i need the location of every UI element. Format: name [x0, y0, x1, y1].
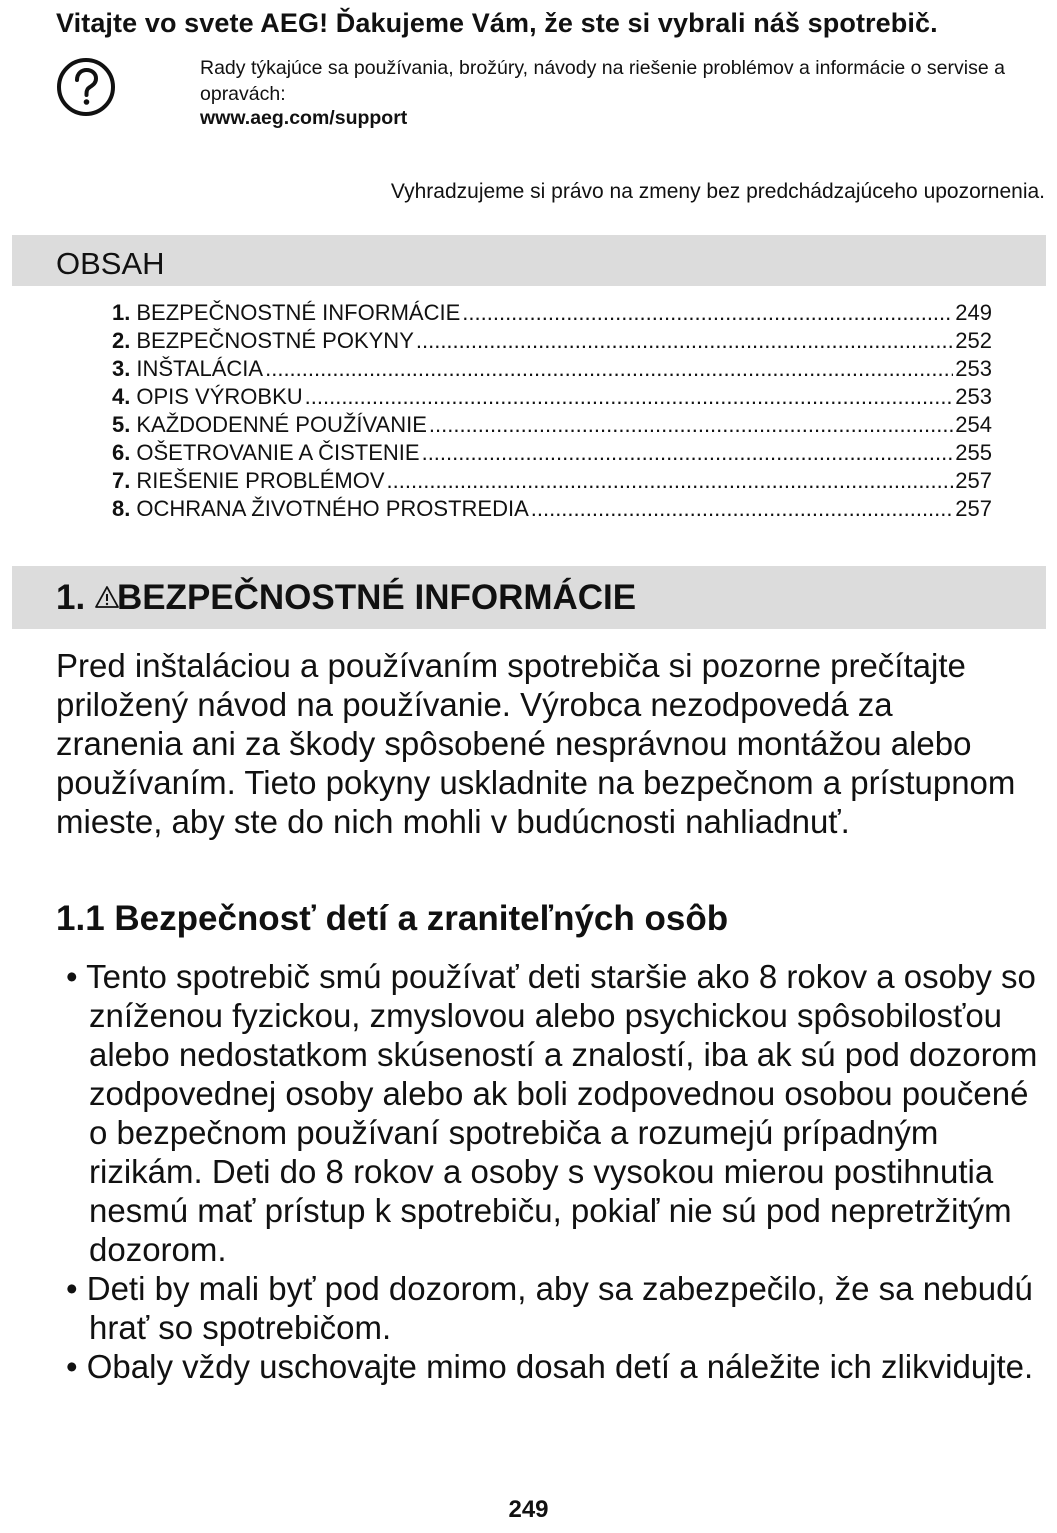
section-number: 1.: [56, 578, 86, 617]
toc-item[interactable]: [112, 412, 992, 440]
toc-item[interactable]: [112, 300, 992, 328]
toc-item-page: 252: [955, 328, 992, 353]
toc-item-page: 253: [955, 356, 992, 381]
toc-item[interactable]: [112, 384, 992, 412]
toc-leader: [462, 300, 953, 326]
toc-item[interactable]: [112, 440, 992, 468]
toc-item-title: BEZPEČNOSTNÉ INFORMÁCIE: [136, 300, 461, 325]
toc-item-number: 6.: [112, 440, 131, 465]
toc-heading-band: [12, 235, 1046, 286]
toc-leader: [531, 496, 954, 522]
toc-leader: [265, 356, 953, 382]
toc-item-title: OCHRANA ŽIVOTNÉHO PROSTREDIA: [136, 496, 529, 521]
toc-item-page: 249: [955, 300, 992, 325]
toc-leader: [429, 412, 953, 438]
toc-item[interactable]: [112, 328, 992, 356]
toc-item-number: 7.: [112, 468, 131, 493]
toc-item-title: RIEŠENIE PROBLÉMOV: [136, 468, 385, 493]
toc-item-number: 1.: [112, 300, 131, 325]
welcome-heading: Vitajte vo svete AEG! Ďakujeme Vám, že ste si vybrali náš spotrebič.: [56, 8, 938, 38]
toc-item-number: 3.: [112, 356, 131, 381]
intro-paragraph: Pred inštaláciou a používaním spotrebiča si pozorne prečítajte priložený návod na používanie. Výrobca nezodpovedá za zranenia ani za škody spôsobené nesprávnou montážou alebo používaním. Tieto pokyny uskladnite na bezpečnom a prístupnom mieste, aby ste do nich mohli v budúcnosti nahliadnuť.: [56, 647, 1016, 840]
reserve-note: Vyhradzujeme si právo na zmeny bez predchádzajúceho upozornenia.: [390, 180, 1045, 203]
support-link[interactable]: www.aeg.com/support: [200, 107, 408, 129]
toc-item-page: 257: [955, 496, 992, 521]
toc-item-title: INŠTALÁCIA: [136, 356, 264, 381]
table-of-contents: [112, 300, 992, 524]
support-description: Rady týkajúce sa používania, brožúry, návody na riešenie problémov a informácie o servise a opravách:: [200, 57, 1005, 105]
toc-item-page: 253: [955, 384, 992, 409]
toc-item[interactable]: [112, 468, 992, 496]
toc-item[interactable]: [112, 356, 992, 384]
section-title: BEZPEČNOSTNÉ INFORMÁCIE: [116, 578, 637, 617]
toc-item-title: KAŽDODENNÉ POUŽÍVANIE: [136, 412, 427, 437]
section-heading: [56, 578, 636, 618]
page-number: 249: [508, 1496, 549, 1523]
safety-bullet-list: [56, 957, 1051, 1386]
warning-triangle-icon: [95, 585, 119, 609]
subsection-heading: 1.1 Bezpečnosť detí a zraniteľných osôb: [56, 899, 729, 938]
toc-item-page: 257: [955, 468, 992, 493]
toc-item-title: BEZPEČNOSTNÉ POKYNY: [136, 328, 414, 353]
question-circle-icon: [56, 57, 116, 117]
toc-item-number: 2.: [112, 328, 131, 353]
toc-item-number: 5.: [112, 412, 131, 437]
list-item: • Obaly vždy uschovajte mimo dosah detí a náležite ich zlikvidujte.: [56, 1347, 1051, 1386]
list-item: • Tento spotrebič smú používať deti staršie ako 8 rokov a osoby so zníženou fyzickou, zmyslovou alebo psychickou spôsobilosťou alebo nedostatkom skúseností a znalostí, iba ak sú pod dozorom zodpovednej osoby alebo ak boli zodpovednou osobou poučené o bezpečnom používaní spotrebiča a rozumejú prípadným rizikám. Deti do 8 rokov a osoby s vysokou mierou postihnutia nesmú mať prístup k spotrebiču, pokiaľ nie sú pod nepretržitým dozorom.: [56, 957, 1051, 1269]
list-item: • Deti by mali byť pod dozorom, aby sa zabezpečilo, že sa nebudú hrať so spotrebičom.: [56, 1269, 1051, 1347]
toc-leader: [387, 468, 954, 494]
toc-item-title: OŠETROVANIE A ČISTENIE: [136, 440, 420, 465]
toc-item-page: 254: [955, 412, 992, 437]
toc-leader: [416, 328, 953, 354]
toc-leader: [422, 440, 954, 466]
toc-heading: OBSAH: [56, 246, 165, 281]
toc-item-title: OPIS VÝROBKU: [136, 384, 303, 409]
toc-item[interactable]: [112, 496, 992, 524]
toc-item-number: 8.: [112, 496, 131, 521]
toc-item-number: 4.: [112, 384, 131, 409]
toc-leader: [305, 384, 954, 410]
toc-item-page: 255: [955, 440, 992, 465]
